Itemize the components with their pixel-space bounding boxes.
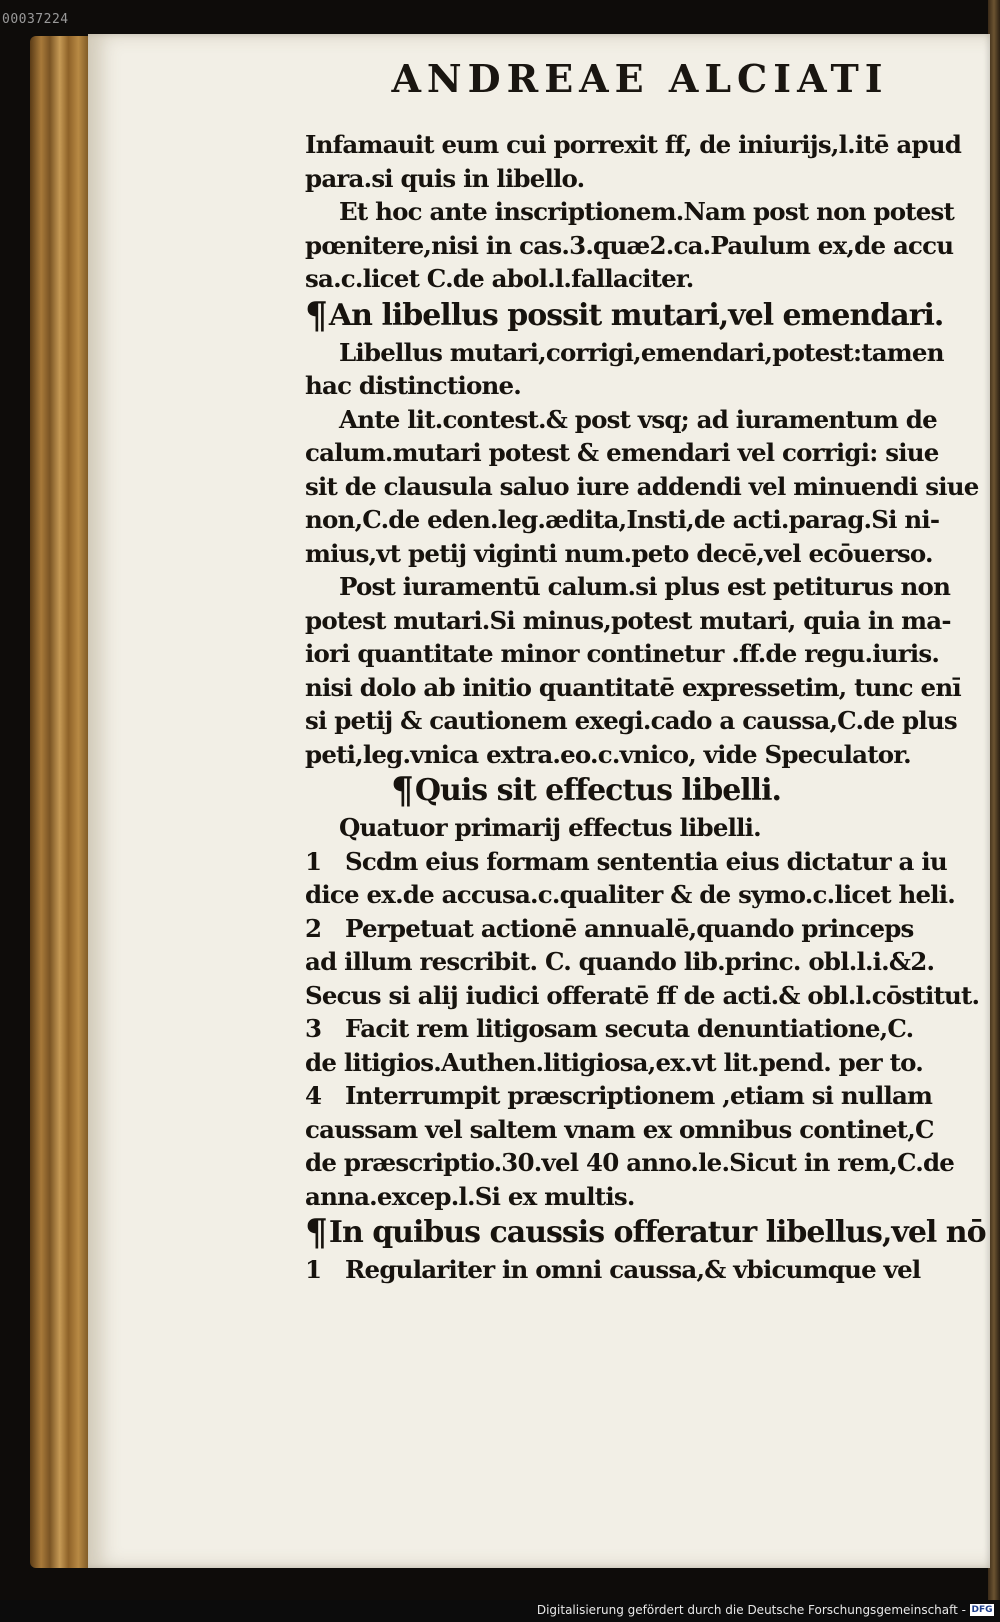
numbered-line	[305, 1012, 973, 1046]
text-line: si petij & cautionem exegi.cado a caussa,C.de plus	[305, 706, 957, 735]
text-line: pœnitere,nisi in cas.3.quæ2.ca.Paulum ex,de accu	[305, 230, 954, 260]
heading-text: Quis sit effectus libelli.	[414, 773, 781, 808]
text-line: Regulariter in omni caussa,& vbicumque vel	[345, 1255, 921, 1284]
text-line: Libellus mutari,corrigi,emendari,potest:tamen	[339, 337, 944, 367]
pilcrow-mark: ¶	[305, 1212, 327, 1254]
section-heading	[305, 1212, 986, 1254]
text-block	[305, 128, 986, 1287]
text-line: Secus si alij iudici offeratē ff de acti.& obl.l.cōstitut.	[305, 980, 980, 1010]
item-number: 4	[305, 1081, 322, 1110]
item-number: 2	[305, 913, 322, 943]
text-line: anna.excep.l.Si ex multis.	[305, 1181, 635, 1211]
catalog-id: 00037224	[2, 12, 69, 27]
text-line: de præscriptio.30.vel 40 anno.le.Sicut in rem,C.de	[305, 1148, 955, 1177]
text-line: Post iuramentū calum.si plus est petiturus non	[339, 572, 951, 601]
text-line: Ante lit.contest.& post vsq; ad iuramentum de	[339, 404, 937, 434]
text-line: Infamauit eum cui porrexit ff, de iniurijs,l.itē apud	[305, 130, 962, 159]
numbered-line	[305, 1079, 973, 1113]
text-line: Perpetuat actionē annualē,quando princeps	[345, 913, 914, 943]
dfg-logo: DFG	[971, 1605, 993, 1615]
text-line: dice ex.de accusa.c.qualiter & de symo.c.licet heli.	[305, 880, 956, 909]
text-line: calum.mutari potest & emendari vel corrigi: siue	[305, 438, 939, 467]
pilcrow-mark: ¶	[305, 294, 327, 337]
pilcrow-mark: ¶	[391, 770, 413, 812]
numbered-line	[305, 1253, 973, 1287]
numbered-line	[305, 845, 973, 879]
item-number: 3	[305, 1014, 322, 1043]
numbered-line	[305, 912, 973, 946]
footer-credit: Digitalisierung gefördert durch die Deutsche Forschungsgemeinschaft -	[536, 1603, 966, 1617]
text-line: iori quantitate minor continetur .ff.de regu.iuris.	[305, 639, 940, 668]
text-line: caussam vel saltem vnam ex omnibus continet,C	[305, 1114, 934, 1144]
text-line: hac distinctione.	[305, 371, 522, 400]
item-number: 1	[305, 846, 322, 876]
text-line: peti,leg.vnica extra.eo.c.vnico, vide Speculator.	[305, 739, 911, 769]
text-line: non,C.de eden.leg.ædita,Insti,de acti.parag.Si ni-	[305, 505, 940, 534]
text-line: sa.c.licet C.de abol.l.fallaciter.	[305, 264, 694, 293]
heading-text: An libellus possit mutari,vel emendari.	[328, 297, 944, 333]
text-line: Interrumpit præscriptionem ,etiam si nullam	[345, 1081, 933, 1110]
text-line: para.si quis in libello.	[305, 163, 585, 193]
text-line: Scdm eius formam sententia eius dictatur a iu	[345, 846, 947, 876]
text-line: Et hoc ante inscriptionem.Nam post non potest	[339, 197, 955, 226]
running-head: ANDREAE ALCIATI	[391, 56, 889, 101]
text-line: ad illum rescribit. C. quando lib.princ. obl.l.i.&2.	[305, 947, 935, 976]
section-heading	[305, 296, 973, 336]
section-heading	[305, 771, 973, 811]
heading-text: In quibus caussis offeratur libellus,vel nō	[328, 1215, 986, 1250]
text-line: sit de clausula saluo iure addendi vel minuendi siue	[305, 471, 979, 501]
item-number: 1	[305, 1255, 322, 1284]
text-line: Facit rem litigosam secuta denuntiatione,C.	[345, 1014, 914, 1043]
text-line: potest mutari.Si minus,potest mutari, quia in ma-	[305, 605, 951, 635]
text-line: mius,vt petij viginti num.peto decē,vel ecōuerso.	[305, 538, 933, 568]
book-spine-edge	[30, 36, 92, 1568]
text-line: nisi dolo ab initio quantitatē expressetim, tunc enī	[305, 672, 961, 702]
text-line: Quatuor primarij effectus libelli.	[339, 813, 761, 842]
text-line: de litigios.Authen.litigiosa,ex.vt lit.pend. per to.	[305, 1047, 923, 1077]
